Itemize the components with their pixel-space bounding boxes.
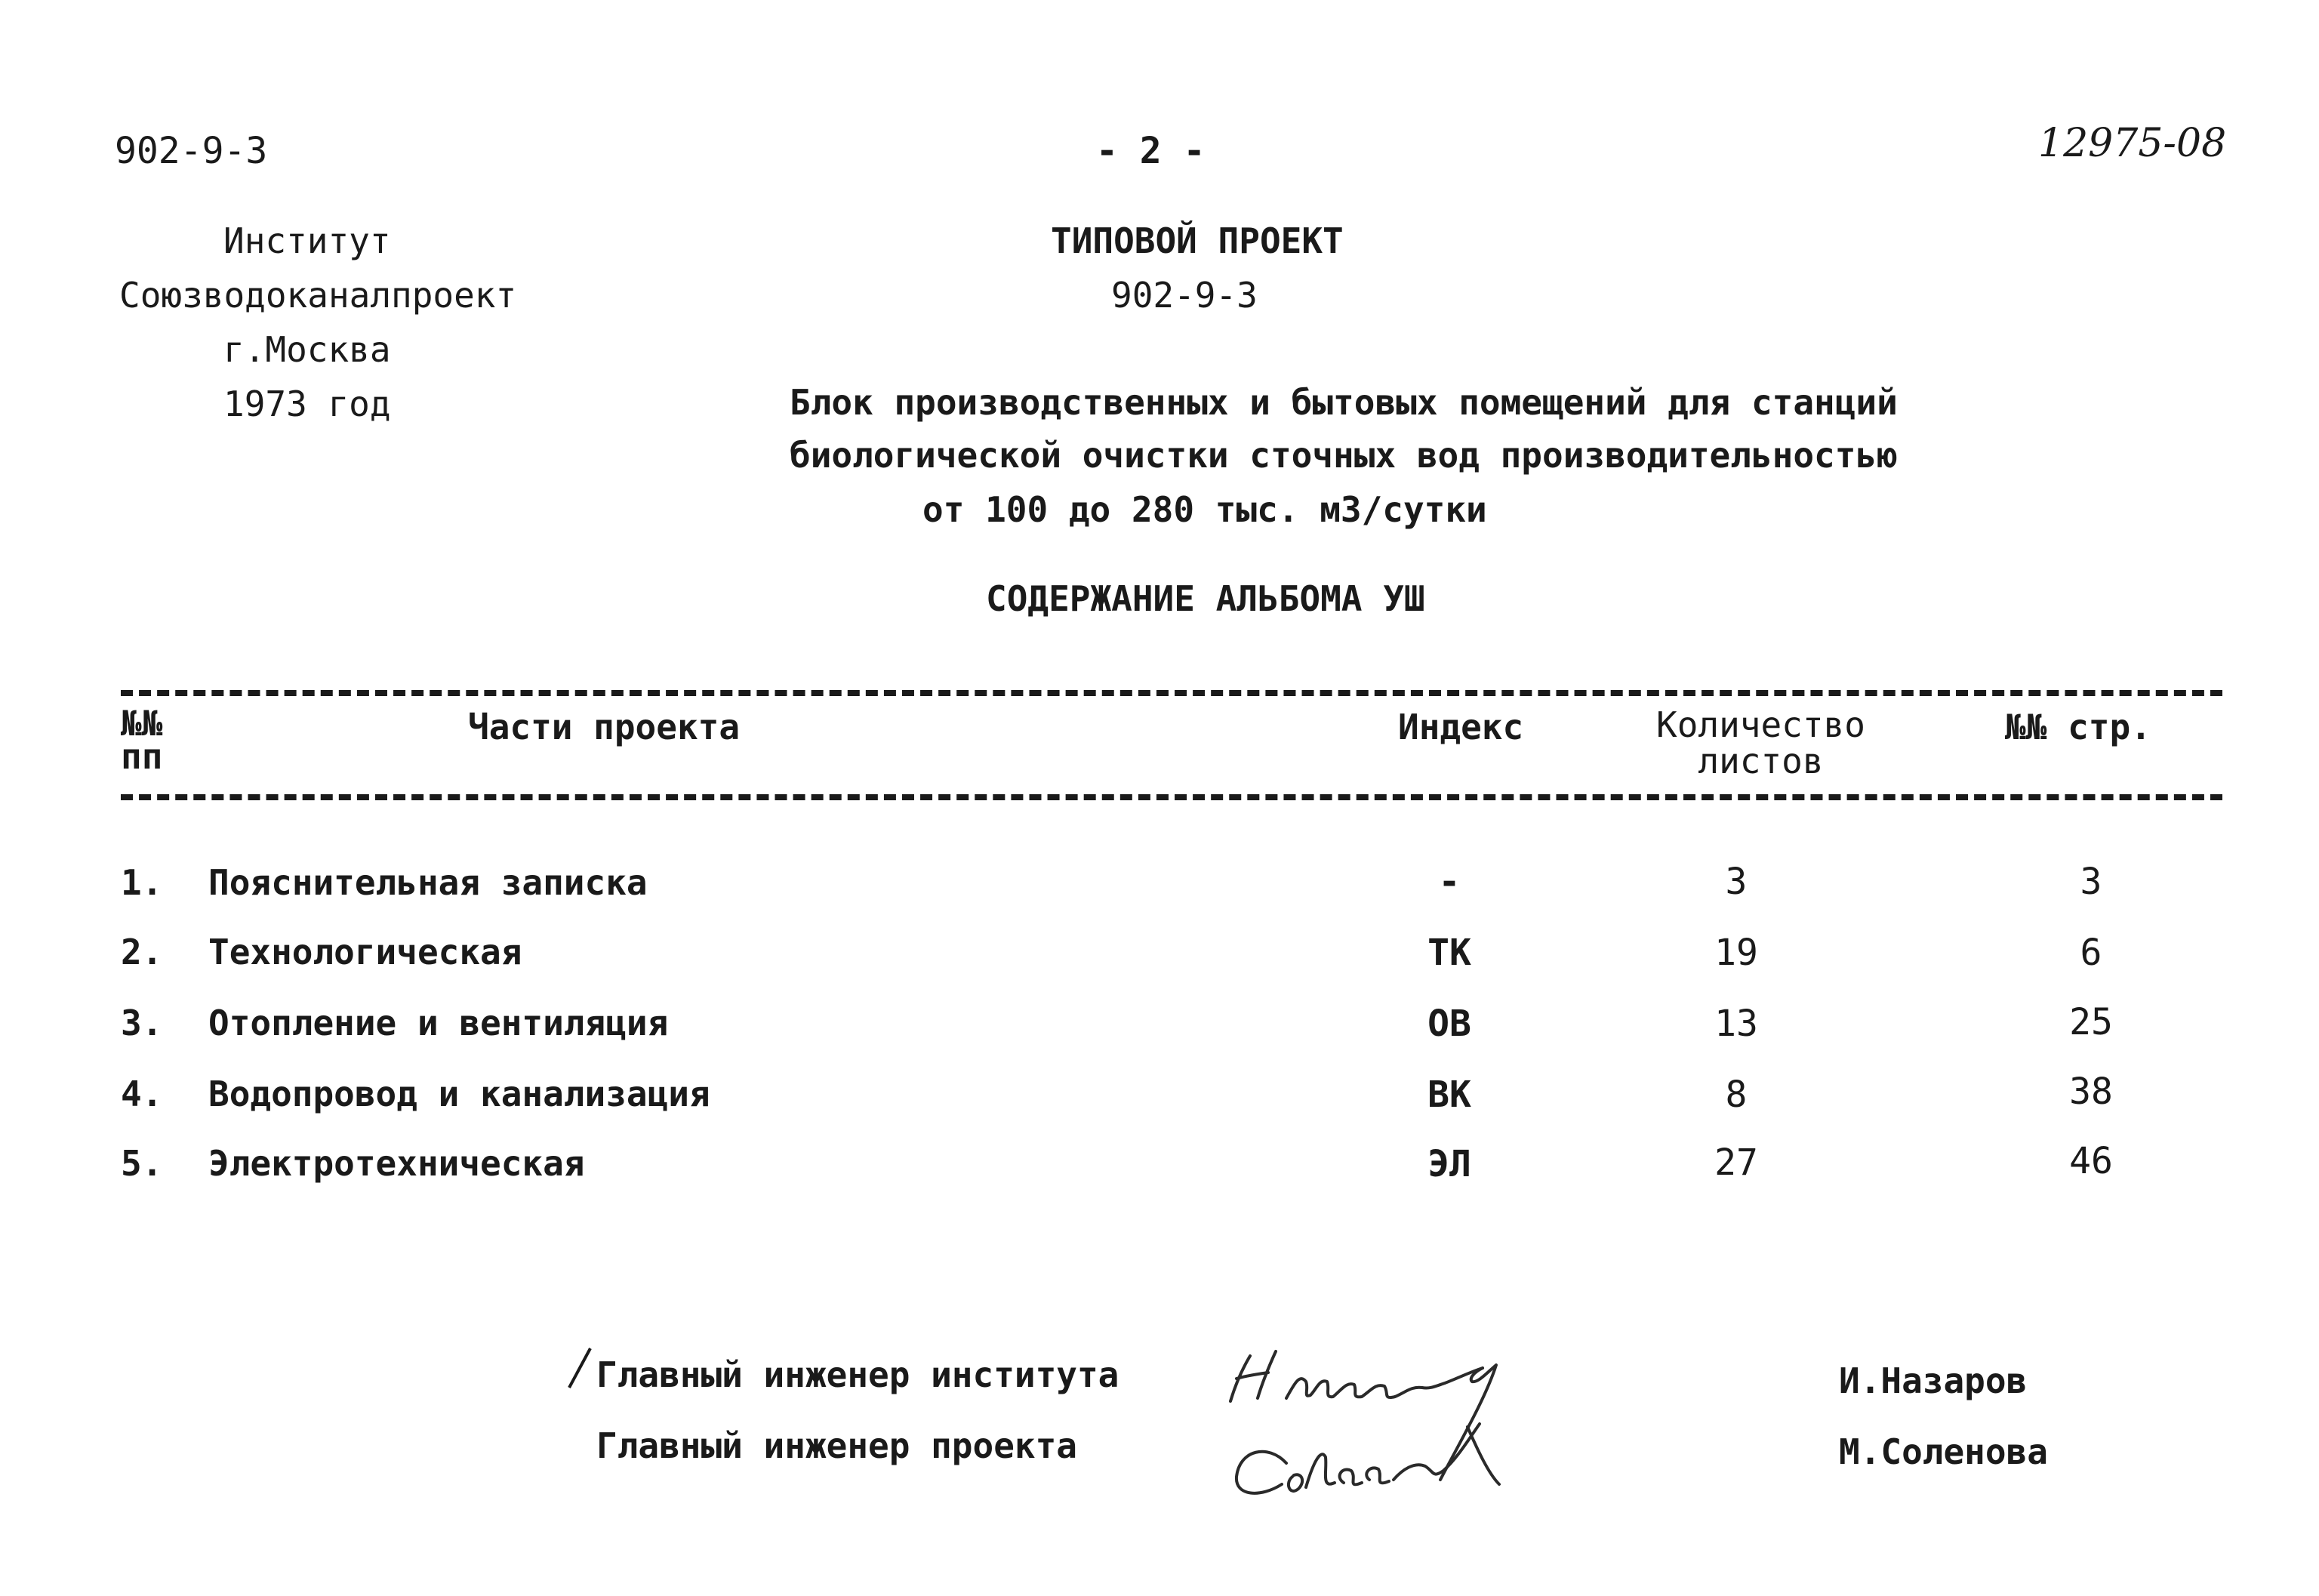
table-top-divider [121,690,2222,696]
row-page: 25 [2069,1001,2113,1043]
project-type: ТИПОВОЙ ПРОЕКТ [1051,220,1344,261]
project-description-line3: от 100 до 280 тыс. м3/сутки [922,489,1487,530]
column-index-header: Индекс [1398,707,1524,747]
row-page: 3 [2080,861,2102,903]
row-sheets: 8 [1725,1074,1748,1116]
row-num: 2. [121,932,163,972]
table-header-divider [121,794,2222,800]
row-name: Электротехническая [208,1143,585,1184]
signature-role-2: Главный инженер проекта [596,1425,1077,1466]
row-name: Пояснительная записка [208,862,648,903]
row-name: Технологическая [208,932,522,972]
row-num: 4. [121,1074,163,1114]
row-sheets: 3 [1725,861,1748,903]
institute-line3: г.Москва [223,329,391,370]
section-title: СОДЕРЖАНИЕ АЛЬБОМА УШ [986,578,1425,619]
row-num: 1. [121,862,163,903]
row-num: 5. [121,1143,163,1184]
row-sheets: 13 [1714,1003,1758,1045]
column-name-header: Части проекта [468,707,741,747]
column-num-header [121,703,163,777]
slash-mark-icon [565,1345,595,1391]
row-sheets: 19 [1714,932,1758,974]
institute-line1: Институт [223,220,391,261]
row-page: 6 [2080,932,2102,974]
row-page: 38 [2069,1071,2113,1113]
handwritten-signatures-icon [1214,1329,1546,1510]
column-page-header: №№ стр. [2005,707,2151,747]
row-num: 3. [121,1003,163,1043]
column-sheets-line2: листов [1698,741,1824,781]
doc-code-left: 902-9-3 [115,130,268,172]
project-description-line2: биологической очистки сточных вод производительностью [790,435,1898,476]
institute-line4: 1973 год [223,384,391,424]
row-index: ВК [1427,1074,1471,1116]
row-index: ОВ [1427,1003,1471,1045]
project-description-line1: Блок производственных и бытовых помещений для станций [790,382,1898,423]
column-sheets-line1: Количество [1656,704,1865,745]
row-index: ТК [1427,932,1471,974]
column-num-line1: №№ [121,703,163,744]
institute-line2: Союзводоканалпроект [119,275,517,316]
project-number: 902-9-3 [1111,275,1258,316]
row-index: - [1438,861,1461,903]
signature-role-1: Главный инженер института [596,1354,1119,1395]
row-index: ЭЛ [1427,1143,1471,1185]
doc-code-right: 12975-08 [2038,121,2227,166]
row-name: Водопровод и канализация [208,1074,710,1114]
signature-name-2: М.Соленова [1839,1431,2048,1472]
row-name: Отопление и вентиляция [208,1003,669,1043]
row-page: 46 [2069,1140,2113,1182]
signature-name-1: И.Назаров [1839,1360,2028,1401]
column-num-line2: пп [121,736,163,777]
row-sheets: 27 [1714,1142,1758,1184]
column-sheets-header [1656,704,1865,781]
page-number: - 2 - [1096,130,1206,172]
